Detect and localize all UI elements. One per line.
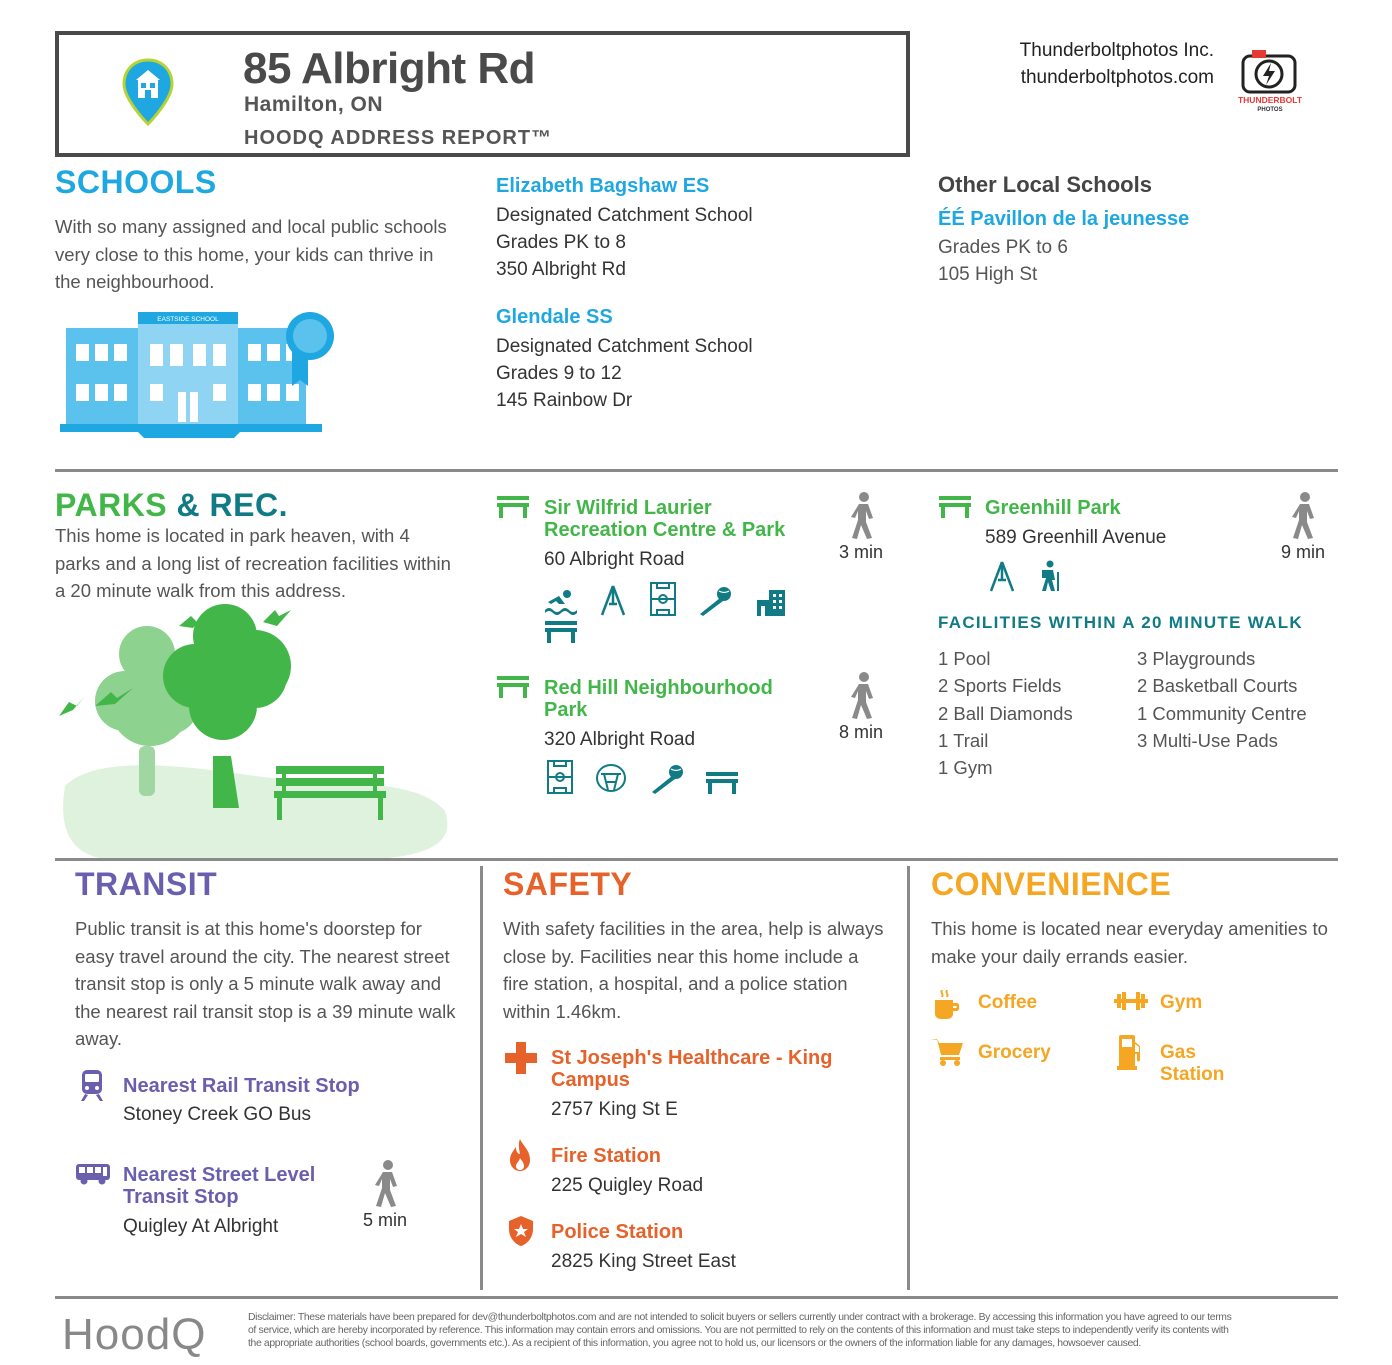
hospital-name-line: Campus bbox=[551, 1069, 630, 1091]
grocery-cart-icon bbox=[931, 1037, 965, 1067]
disclaimer bbox=[248, 1311, 1338, 1350]
footer-divider bbox=[55, 1296, 1338, 1299]
playground-swing-icon bbox=[988, 560, 1016, 592]
park-bench-icon bbox=[497, 676, 529, 698]
grocery-label[interactable]: Grocery bbox=[978, 1042, 1051, 1063]
walk-time: 8 min bbox=[838, 722, 883, 742]
police-badge-icon bbox=[508, 1215, 534, 1247]
parks-title-a: PARKS bbox=[55, 487, 168, 523]
community-centre-icon bbox=[755, 588, 787, 616]
convenience-description: This home is located near everyday amenities to make your daily errands easier. bbox=[931, 918, 1328, 967]
facility-item: 2 Basketball Courts bbox=[1137, 675, 1298, 697]
street-stop-label-line: Nearest Street Level bbox=[123, 1164, 316, 1186]
section-divider bbox=[55, 469, 1338, 472]
safety-description: With safety facilities in the area, help is always close by. Facilities near this home include a fire station, a hospital, and a police station within 1.46km. bbox=[503, 918, 884, 1022]
disclaimer-line: the appropriate authorities (school boards, governments etc.). As a recipient of this information, you agree not to hold us, our licensors or the owners of the information liable for any damages, howsoever caused. bbox=[248, 1338, 1141, 1349]
park-amenities bbox=[547, 760, 756, 799]
walking-person-icon bbox=[848, 492, 878, 540]
section-divider bbox=[55, 858, 1338, 861]
school-address: 145 Rainbow Dr bbox=[496, 390, 633, 411]
facility-item: 1 Gym bbox=[938, 757, 993, 779]
schools-title: SCHOOLS bbox=[55, 164, 217, 200]
school-address: 350 Albright Rd bbox=[496, 259, 626, 280]
fire-station-label[interactable]: Fire Station bbox=[551, 1145, 662, 1167]
gas-station-label[interactable] bbox=[1160, 1042, 1224, 1086]
column-divider bbox=[907, 866, 910, 1290]
facilities-column-2 bbox=[1137, 645, 1307, 754]
swimming-pool-icon bbox=[545, 588, 577, 616]
logo-text: THUNDERBOLT bbox=[1237, 95, 1303, 105]
coffee-label[interactable]: Coffee bbox=[978, 992, 1038, 1013]
address-title: 85 Albright Rd bbox=[243, 44, 536, 93]
fire-station-address: 225 Quigley Road bbox=[551, 1175, 704, 1196]
facility-item: 3 Multi-Use Pads bbox=[1137, 729, 1278, 751]
schools-description: With so many assigned and local public schools very close to this home, your kids can thrive in the neighbourhood. bbox=[55, 216, 447, 292]
address-city: Hamilton, ON bbox=[244, 93, 384, 116]
walk-time: 3 min bbox=[838, 542, 883, 562]
facility-item: 1 Trail bbox=[938, 729, 989, 751]
baseball-diamond-icon bbox=[650, 764, 684, 794]
street-stop-name: Quigley At Albright bbox=[123, 1216, 279, 1237]
gas-station-label-line: Gas bbox=[1160, 1042, 1196, 1063]
disclaimer-line: Disclaimer: These materials have been prepared for dev@thunderboltphotos.com and are not intended to solicit buyers or sellers currently under contract with a brokerage. By accessing this information you have agreed to our terms bbox=[248, 1312, 1232, 1323]
sports-field-icon bbox=[650, 582, 676, 616]
convenience-title: CONVENIENCE bbox=[931, 866, 1172, 902]
school-grades: Grades 9 to 12 bbox=[496, 363, 622, 384]
column-divider bbox=[480, 866, 483, 1290]
basketball-court-icon bbox=[595, 762, 627, 794]
playground-swing-icon bbox=[599, 584, 627, 616]
hoodq-logo: HoodQ bbox=[62, 1310, 207, 1359]
facility-item: 1 Community Centre bbox=[1137, 702, 1307, 724]
park-amenities bbox=[545, 582, 805, 621]
street-stop-label[interactable] bbox=[123, 1164, 315, 1208]
school-name[interactable]: Glendale SS bbox=[496, 306, 613, 328]
report-label: HOODQ ADDRESS REPORT™ bbox=[244, 127, 553, 149]
multi-use-pad-icon bbox=[545, 621, 577, 643]
coffee-cup-icon bbox=[933, 988, 961, 1020]
gas-station-label-line: Station bbox=[1160, 1064, 1225, 1085]
trail-hiker-icon bbox=[1038, 560, 1062, 592]
facility-item: 2 Ball Diamonds bbox=[938, 702, 1073, 724]
park-address: 589 Greenhill Avenue bbox=[985, 527, 1167, 548]
park-name[interactable] bbox=[544, 497, 785, 541]
park-name-line: Sir Wilfrid Laurier bbox=[544, 497, 712, 519]
school-grades: Grades PK to 6 bbox=[938, 237, 1068, 258]
facility-item: 2 Sports Fields bbox=[938, 675, 1062, 697]
house-pin-icon bbox=[122, 58, 174, 126]
hospital-name[interactable] bbox=[551, 1047, 833, 1091]
school-grades: Grades PK to 8 bbox=[496, 232, 626, 253]
train-icon bbox=[80, 1068, 104, 1102]
hospital-address: 2757 King St E bbox=[551, 1099, 678, 1120]
agent-website-link[interactable]: thunderboltphotos.com bbox=[1020, 67, 1214, 88]
park-name-line: Red Hill Neighbourhood bbox=[544, 677, 773, 699]
school-name[interactable]: ÉÉ Pavillon de la jeunesse bbox=[938, 208, 1190, 230]
street-stop-label-line: Transit Stop bbox=[123, 1186, 239, 1208]
bus-icon bbox=[75, 1163, 111, 1185]
park-amenities bbox=[988, 560, 1080, 597]
rail-stop-name: Stoney Creek GO Bus bbox=[123, 1104, 311, 1125]
facility-item: 3 Playgrounds bbox=[1137, 648, 1256, 669]
hospital-name-line: St Joseph's Healthcare - King bbox=[551, 1047, 833, 1069]
hospital-cross-icon bbox=[505, 1042, 537, 1074]
walking-person-icon bbox=[848, 672, 878, 720]
school-sign-text: EASTSIDE SCHOOL bbox=[157, 316, 219, 323]
rail-stop-label[interactable]: Nearest Rail Transit Stop bbox=[123, 1075, 360, 1097]
walking-person-icon bbox=[372, 1160, 402, 1208]
park-illustration bbox=[55, 596, 455, 861]
fire-flame-icon bbox=[509, 1138, 531, 1172]
parks-title-b: & REC. bbox=[176, 487, 288, 523]
parks-description: This home is located in park heaven, with 4 parks and a long list of recreation facilities within a 20 minute walk from this address. bbox=[55, 525, 451, 601]
walk-time: 5 min bbox=[362, 1210, 407, 1230]
gas-station-icon bbox=[1117, 1034, 1143, 1070]
transit-title: TRANSIT bbox=[75, 866, 218, 902]
disclaimer-line: of service, which are hereby incorporated by reference. This information may contain errors and omissions. You are not permitted to rely on the contents of this information and must take steps to independently verify its contents with bbox=[248, 1325, 1229, 1336]
school-building-illustration bbox=[60, 300, 350, 440]
logo-subtext: PHOTOS bbox=[1257, 107, 1283, 113]
school-type: Designated Catchment School bbox=[496, 205, 753, 226]
park-address: 60 Albright Road bbox=[544, 549, 685, 570]
other-schools-heading: Other Local Schools bbox=[938, 172, 1152, 197]
safety-title: SAFETY bbox=[503, 866, 633, 902]
transit-description: Public transit is at this home's doorstep for easy travel around the city. The nearest street transit stop is only a 5 minute walk away and the nearest rail transit stop is a 39 minute walk away. bbox=[75, 918, 456, 1049]
facility-item: 1 Pool bbox=[938, 648, 991, 669]
police-station-label[interactable]: Police Station bbox=[551, 1221, 684, 1243]
parks-title bbox=[55, 487, 288, 524]
baseball-diamond-icon bbox=[698, 586, 732, 616]
park-name[interactable]: Greenhill Park bbox=[985, 497, 1121, 519]
walking-person-icon bbox=[1289, 492, 1319, 540]
facilities-column-1 bbox=[938, 645, 1073, 781]
school-address: 105 High St bbox=[938, 264, 1038, 285]
park-address: 320 Albright Road bbox=[544, 729, 696, 750]
park-name[interactable] bbox=[544, 677, 773, 721]
school-type: Designated Catchment School bbox=[496, 336, 753, 357]
facilities-heading: FACILITIES WITHIN A 20 MINUTE WALK bbox=[938, 613, 1303, 632]
agent-name: Thunderboltphotos Inc. bbox=[1019, 40, 1214, 61]
park-name-line: Park bbox=[544, 699, 588, 721]
park-name-line: Recreation Centre & Park bbox=[544, 519, 786, 541]
walk-time: 9 min bbox=[1280, 542, 1325, 562]
park-bench-icon bbox=[497, 496, 529, 518]
sports-field-icon bbox=[547, 760, 573, 794]
gym-label[interactable]: Gym bbox=[1160, 992, 1203, 1013]
multi-use-pad-icon bbox=[706, 772, 738, 794]
camera-logo-icon bbox=[1232, 44, 1308, 116]
park-bench-icon bbox=[939, 496, 971, 518]
gym-dumbbell-icon bbox=[1114, 992, 1148, 1010]
police-station-address: 2825 King Street East bbox=[551, 1251, 736, 1272]
school-name[interactable]: Elizabeth Bagshaw ES bbox=[496, 175, 710, 197]
